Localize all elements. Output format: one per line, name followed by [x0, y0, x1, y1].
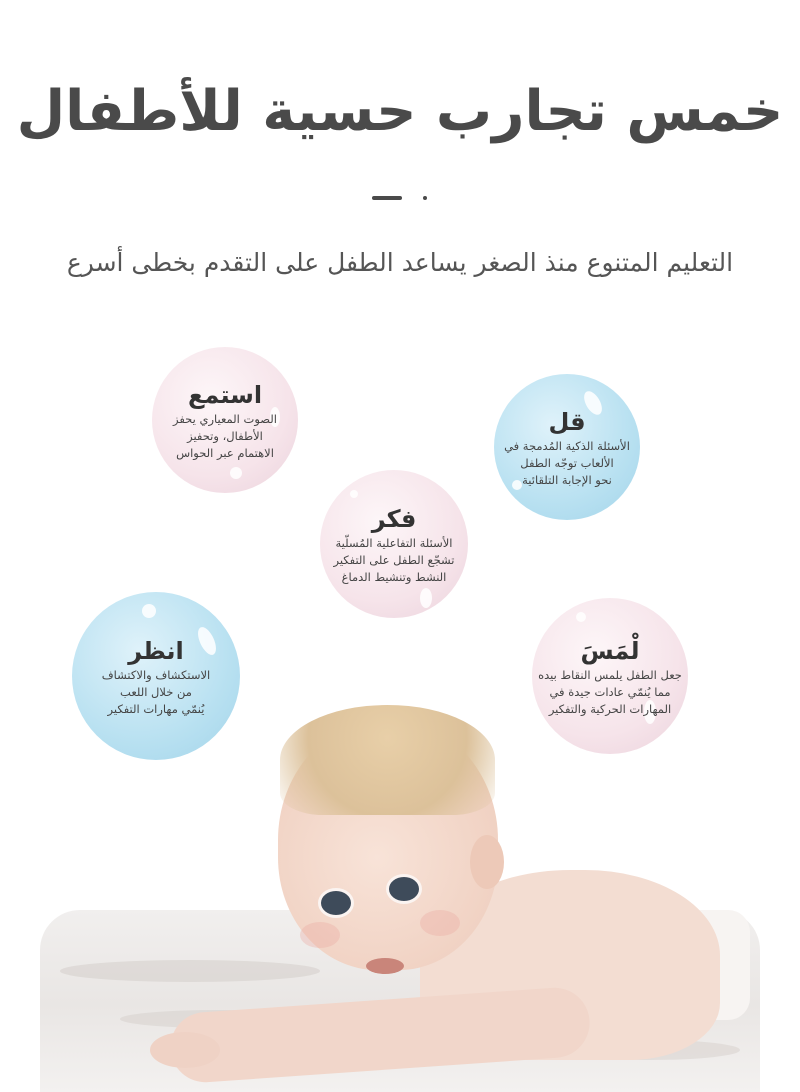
title-divider [372, 196, 402, 200]
blanket-fold [60, 960, 320, 982]
baby-eye-right [386, 874, 422, 904]
bubble-listen-title: استمع [187, 380, 263, 409]
baby-cheek [420, 910, 460, 936]
bubble-think-line: تشجّع الطفل على التفكير [333, 552, 455, 567]
bubble-listen-line: الصوت المعياري يحفز [173, 411, 277, 426]
bubble-shine [420, 588, 432, 608]
bubble-think-line: الأسئلة التفاعلية المُسلّية [335, 535, 453, 550]
page-title: خمس تجارب حسية للأطفال [16, 79, 784, 144]
bubble-look-line: من خلال اللعب [120, 684, 192, 699]
baby-eye-left [318, 888, 354, 918]
bubble-look-line: الاستكشاف والاكتشاف [101, 667, 211, 682]
bubble-say-line: نحو الإجابة التلقائية [522, 472, 612, 487]
bubble-say-line: الألعاب توجّه الطفل [520, 455, 614, 470]
baby-ear [470, 835, 504, 889]
baby-mouth [366, 958, 404, 974]
bubble-listen [152, 347, 298, 493]
title-divider-dot [423, 196, 427, 200]
bubble-say-title: قل [548, 407, 586, 436]
bubble-shine [142, 604, 156, 618]
bubble-look-title: انظر [128, 636, 184, 665]
bubble-say-line: الأسئلة الذكية المُدمجة في [504, 438, 630, 453]
bubble-listen-line: الاهتمام عبر الحواس [176, 445, 274, 460]
bubble-say-text [494, 438, 640, 489]
bubble-say [494, 374, 640, 520]
bubble-shine [576, 612, 586, 622]
bubble-listen-line: الأطفال، وتحفيز [187, 428, 263, 443]
bubble-shine [194, 624, 219, 657]
bubble-think-title: فكر [371, 504, 417, 533]
baby-hand [150, 1032, 220, 1068]
bubble-shine [350, 490, 358, 498]
bubble-think [320, 470, 468, 618]
page-subtitle: التعليم المتنوع منذ الصغر يساعد الطفل على التقدم بخطى أسرع [66, 248, 734, 277]
bubble-touch-line: مما يُنمّي عادات جيدة في [549, 684, 671, 699]
bubble-touch-line: المهارات الحركية والتفكير [548, 701, 672, 716]
baby-photo [0, 660, 800, 1092]
bubble-think-line: النشط وتنشيط الدماغ [341, 569, 447, 584]
bubble-look-line: يُنمّي مهارات التفكير [107, 701, 205, 716]
bubble-shine [230, 467, 242, 479]
baby-hair [280, 705, 495, 815]
bubble-think-text [320, 535, 468, 586]
bubble-listen-text [159, 411, 291, 462]
baby-cheek [300, 922, 340, 948]
bubble-touch-title: لْمَسَ [580, 636, 640, 665]
bubble-touch-line: جعل الطفل يلمس النقاط بيده [538, 667, 682, 682]
